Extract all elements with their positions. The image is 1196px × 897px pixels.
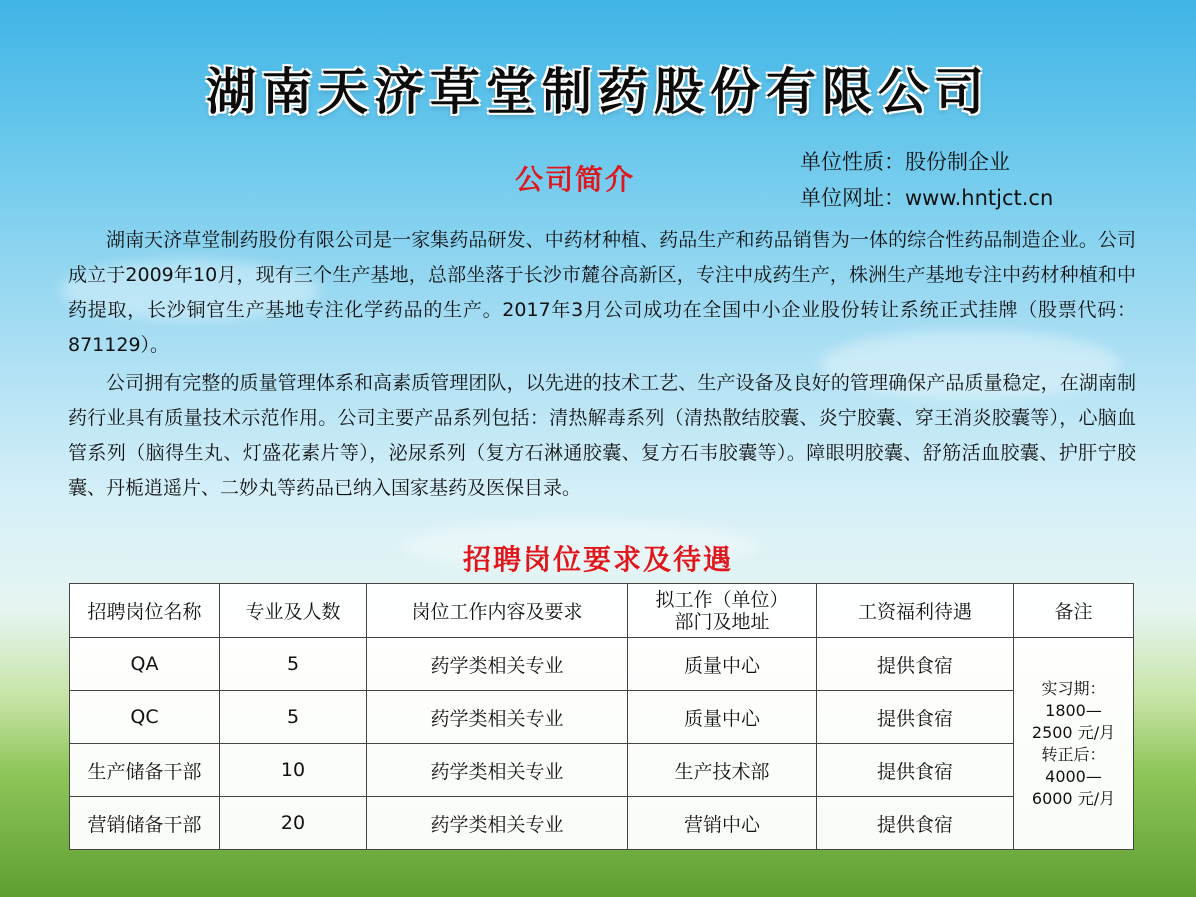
table-header-row — [70, 584, 1134, 638]
header-department — [628, 584, 817, 638]
table-row — [70, 638, 1134, 691]
cell-benefits: 提供食宿 — [817, 638, 1014, 691]
cell-count: 5 — [220, 638, 367, 691]
cell-benefits: 提供食宿 — [817, 744, 1014, 797]
header-count: 专业及人数 — [220, 584, 367, 638]
salary-note-line: 6000 元/月 — [1031, 788, 1116, 808]
salary-note-line: 1800— — [1045, 700, 1102, 720]
cell-department: 生产技术部 — [628, 744, 817, 797]
header-department-line: 拟工作（单位） — [655, 588, 789, 611]
cell-position-name: 生产储备干部 — [70, 744, 220, 797]
intro-paragraph: 湖南天济草堂制药股份有限公司是一家集药品研发、中药材种植、药品生产和药品销售为一体的综合性药品制造企业。公司成立于2009年10月，现有三个生产基地，总部坐落于长沙市麓谷高新区，专注中成药生产，株洲生产基地专注中药材种植和中药提取，长沙铜官生产基地专注化学药品的生产。2017年3月公司成功在全国中小企业股份转让系统正式挂牌（股票代码：871129）。 — [68, 229, 1136, 356]
cell-salary-note — [1014, 638, 1134, 850]
salary-note-line: 4000— — [1045, 766, 1102, 786]
recruitment-table — [69, 583, 1134, 850]
cell-benefits: 提供食宿 — [817, 797, 1014, 850]
header-department-line: 部门及地址 — [674, 610, 770, 633]
header-benefits: 工资福利待遇 — [817, 584, 1014, 638]
cell-position-name: QC — [70, 691, 220, 744]
header-note: 备注 — [1014, 584, 1134, 638]
table-row — [70, 797, 1134, 850]
cell-department: 营销中心 — [628, 797, 817, 850]
cell-position-name: 营销储备干部 — [70, 797, 220, 850]
header-content: 岗位工作内容及要求 — [367, 584, 628, 638]
company-title: 湖南天济草堂制药股份有限公司 — [206, 62, 990, 121]
cell-count: 10 — [220, 744, 367, 797]
intro-heading: 公司简介 — [514, 163, 635, 196]
cell-content: 药学类相关专业 — [367, 744, 628, 797]
cell-department: 质量中心 — [628, 638, 817, 691]
intro-paragraph: 公司拥有完整的质量管理体系和高素质管理团队，以先进的技术工艺、生产设备及良好的管理确保产品质量稳定，在湖南制药行业具有质量技术示范作用。公司主要产品系列包括：清热解毒系列（清热散结胶囊、炎宁胶囊、穿王消炎胶囊等），心脑血管系列（脑得生丸、灯盛花素片等），泌尿系列（复方石淋通胶囊、复方石韦胶囊等）。障眼明胶囊、舒筋活血胶囊、护肝宁胶囊、丹栀逍遥片、二妙丸等药品已纳入国家基药及医保目录。 — [68, 372, 1136, 499]
cell-content: 药学类相关专业 — [367, 638, 628, 691]
table-row — [70, 691, 1134, 744]
header-position-name: 招聘岗位名称 — [70, 584, 220, 638]
cell-count: 20 — [220, 797, 367, 850]
cell-benefits: 提供食宿 — [817, 691, 1014, 744]
salary-note-line: 转正后： — [1041, 744, 1106, 764]
cell-content: 药学类相关专业 — [367, 691, 628, 744]
recruit-heading: 招聘岗位要求及待遇 — [462, 543, 733, 576]
salary-note-line: 实习期： — [1041, 678, 1106, 698]
cell-department: 质量中心 — [628, 691, 817, 744]
company-website: 单位网址：www.hntjct.cn — [800, 186, 1054, 210]
company-nature: 单位性质：股份制企业 — [800, 150, 1010, 174]
table-row — [70, 744, 1134, 797]
salary-note-line: 2500 元/月 — [1031, 722, 1116, 742]
cell-content: 药学类相关专业 — [367, 797, 628, 850]
cell-count: 5 — [220, 691, 367, 744]
cell-position-name: QA — [70, 638, 220, 691]
